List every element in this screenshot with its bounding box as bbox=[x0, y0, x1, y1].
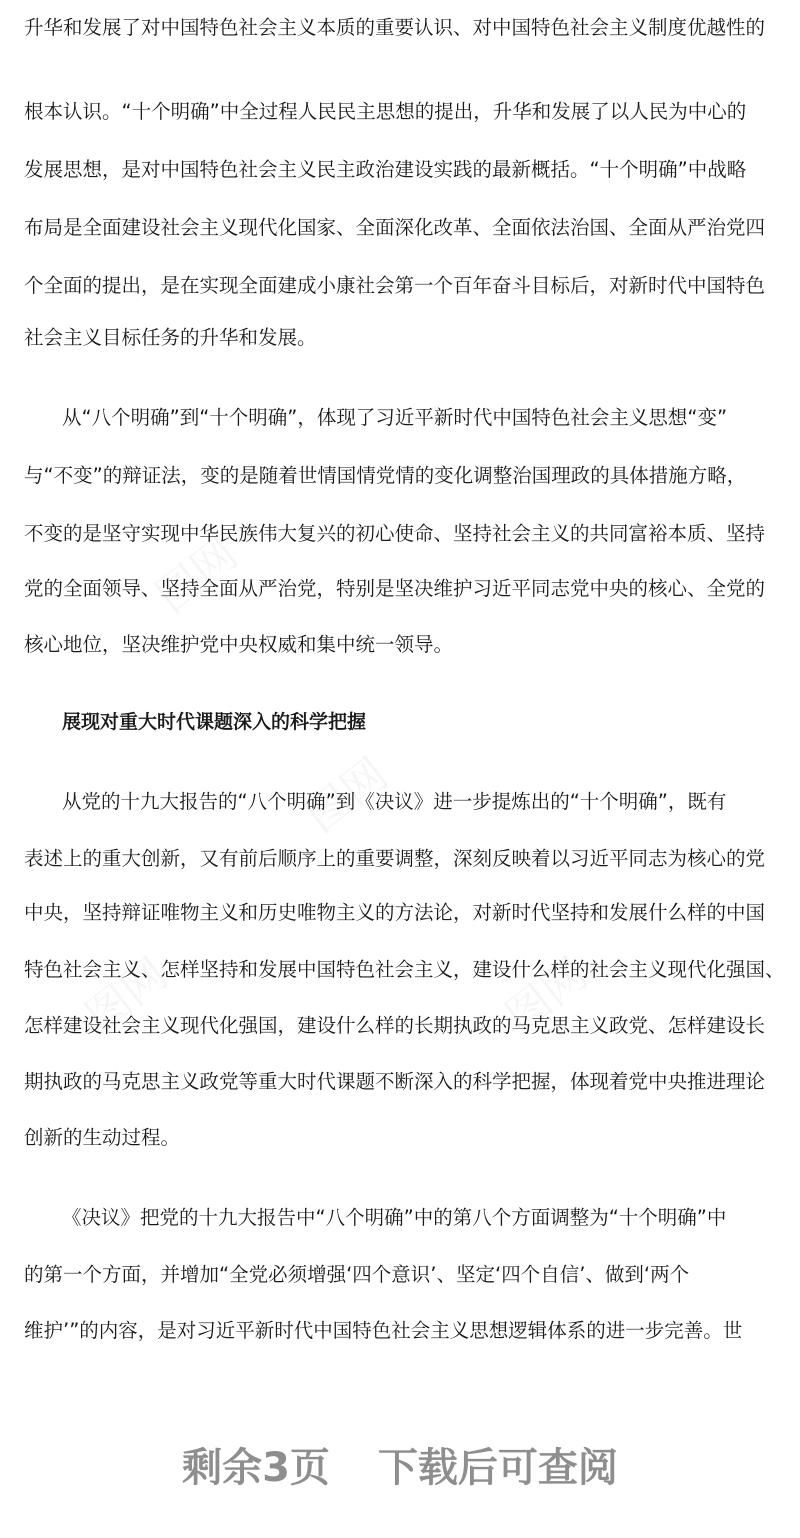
watermark: 图网 bbox=[496, 948, 598, 1043]
paragraph-line: 不变的是坚守实现中华民族伟大复兴的初心使命、坚持社会主义的共同富裕本质、坚持 bbox=[24, 522, 766, 545]
paragraph-line: 特色社会主义、怎样坚持和发展中国特色社会主义，建设什么样的社会主义现代化强国、 bbox=[24, 958, 785, 981]
remaining-pages-label: 剩余3页 bbox=[182, 1445, 330, 1491]
paragraph-line: 怎样建设社会主义现代化强国，建设什么样的长期执政的马克思主义政党、怎样建设长 bbox=[24, 1014, 766, 1037]
paragraph-line: 个全面的提出，是在实现全面建成小康社会第一个百年奋斗目标后，对新时代中国特色 bbox=[24, 274, 766, 297]
paragraph-line: 创新的生动过程。 bbox=[24, 1126, 181, 1149]
watermark: 图网 bbox=[296, 748, 398, 843]
download-to-view-label: 下载后可查阅 bbox=[377, 1445, 618, 1491]
paragraph-line: 中央，坚持辩证唯物主义和历史唯物主义的方法论，对新时代坚持和发展什么样的中国 bbox=[24, 901, 766, 924]
watermark: 图网 bbox=[146, 528, 248, 623]
paragraph-line: 升华和发展了对中国特色社会主义本质的重要认识、对中国特色社会主义制度优越性的 bbox=[24, 16, 766, 39]
paragraph-line: 党的全面领导、坚持全面从严治党，特别是坚决维护习近平同志党中央的核心、全党的 bbox=[24, 577, 766, 600]
paragraph-line: 维护’”的内容，是对习近平新时代中国特色社会主义思想逻辑体系的进一步完善。世 bbox=[24, 1319, 743, 1342]
paragraph-line: 从“八个明确”到“十个明确”，体现了习近平新时代中国特色社会主义思想“变” bbox=[62, 406, 728, 429]
paragraph-line: 《决议》把党的十九大报告中“八个明确”中的第八个方面调整为“十个明确”中 bbox=[62, 1206, 727, 1229]
paragraph-line: 期执政的马克思主义政党等重大时代课题不断深入的科学把握，体现着党中央推进理论 bbox=[24, 1070, 766, 1093]
paragraph-line: 核心地位，坚决维护党中央权威和集中统一领导。 bbox=[24, 633, 454, 656]
download-prompt[interactable] bbox=[0, 1438, 800, 1498]
paragraph-line: 布局是全面建设社会主义现代化国家、全面深化改革、全面依法治国、全面从严治党四 bbox=[24, 216, 766, 239]
paragraph-line: 与“不变”的辩证法，变的是随着世情国情党情的变化调整治国理政的具体措施方略， bbox=[24, 464, 747, 487]
watermark: 图网 bbox=[76, 948, 178, 1043]
paragraph-line: 表述上的重大创新，又有前后顺序上的重要调整，深刻反映着以习近平同志为核心的党 bbox=[24, 847, 766, 870]
paragraph-line: 发展思想，是对中国特色社会主义民主政治建设实践的最新概括。“十个明确”中战略 bbox=[24, 158, 747, 181]
paragraph-line: 社会主义目标任务的升华和发展。 bbox=[24, 326, 317, 349]
paragraph-line: 从党的十九大报告的“八个明确”到《决议》进一步提炼出的“十个明确”，既有 bbox=[62, 790, 727, 813]
paragraph-line: 的第一个方面，并增加“全党必须增强‘四个意识’、坚定‘四个自信’、做到‘两个 bbox=[24, 1263, 690, 1286]
section-heading: 展现对重大时代课题深入的科学把握 bbox=[62, 711, 367, 733]
paragraph-line: 根本认识。“十个明确”中全过程人民民主思想的提出，升华和发展了以人民为中心的 bbox=[24, 100, 747, 123]
